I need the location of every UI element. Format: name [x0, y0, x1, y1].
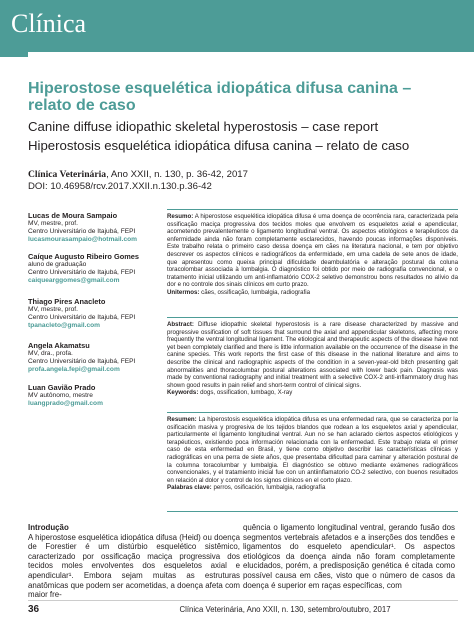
keywords-label: Unitermos: — [167, 288, 200, 296]
author-name: Caíque Augusto Ribeiro Gomes — [28, 252, 140, 261]
author-email-link[interactable]: tpanacleto@gmail.com — [28, 322, 101, 329]
abstract-label: Resumen: — [167, 416, 197, 423]
author-entry — [28, 253, 168, 285]
keywords-label: Palabras clave: — [167, 484, 212, 492]
article-title-portuguese: Hiperostose esquelética idiopática difusa canina – relato de caso — [28, 80, 412, 114]
intro-column-left — [28, 523, 240, 600]
intro-heading: Introdução — [28, 523, 69, 532]
citation-details: , Ano XXII, n. 130, p. 36-42, 2017 — [106, 169, 248, 180]
author-name: Angela Akamatsu — [28, 341, 90, 350]
intro-text-left: A hiperostose esquelética idiopática difusa (Heid) ou doença de Forestier é um distúrbio esquelético sistêmico, caracterizado por ossificação maciça progressiva dos tecidos moles envolventes dos esqueletos axial e apendicular¹. Embora sejam muitas as estruturas anatômicas que podem ser acometidas, a doença afeta com maior fre- — [28, 532, 240, 600]
author-credential: aluno de graduação — [28, 261, 87, 268]
abstract-label: Resumo: — [167, 213, 194, 220]
author-affiliation: Centro Universitário de Itajubá, FEPI — [28, 314, 136, 321]
header-tab-accent — [0, 52, 28, 57]
author-entry — [28, 384, 168, 408]
abstract-divider — [167, 317, 458, 318]
abstract-text: A hiperostose esquelética idiopática difusa é uma doença de ocorrência rara, caracterizada pela ossificação maciça progressiva dos tecidos moles que envolvem os esqueletos axial e apendicular, acometendo prevalentemente o ligamento longitudinal ventral. Os aspectos etiológicos e terapêuticos da enfermidade ainda não foram completamente esclarecidos, havendo poucas informações disponíveis. Este trabalho relata o primeiro caso dessa doença em cães na literatura nacional, e tem por objetivo descrever os aspectos clínicos e radiográficos da enfermidade, em uma cadela de sete anos de idade, que apresentou como queixa principal dificuldade deambulatória e alteração postural da coluna toracolombar associada à lombalgia. O diagnóstico foi obtido por meio de radiografia convencional, e o tratamento inicial utilizando um anti-inflamatório COX-2 seletivo demonstrou bons resultados no alívio da dor e no controle dos sinais clínicos em curto prazo. — [167, 213, 458, 289]
author-affiliation: Centro Universitário de Itajubá, FEPI — [28, 269, 136, 276]
author-email-link[interactable]: luangprado@gmail.com — [28, 400, 103, 407]
keywords-text: dogs, ossification, lumbago, X-ray — [198, 389, 293, 397]
abstract-spanish — [167, 416, 458, 492]
author-name: Luan Gavião Prado — [28, 383, 96, 392]
author-entry — [28, 212, 168, 244]
article-title-spanish: Hiperostosis esquelética idiopática difusa canina – relato de caso — [28, 138, 410, 153]
article-title-english: Canine diffuse idiopathic skeletal hyperostosis – case report — [28, 119, 379, 134]
author-name: Lucas de Moura Sampaio — [28, 211, 118, 220]
keywords-text: cães, ossificação, lumbalgia, radiografia — [199, 288, 311, 296]
abstract-text: Diffuse idiopathic skeletal hyperostosis is a rare disease characterized by massive and progressive ossification of soft tissues that surround the axial and appendicular skeletons, affecting more frequently the ventral longitudinal ligament. The etiological and therapeutic aspects of the disease have not yet been completely clarified and there is little information available on the occurrence of the disease in the canine species. This work reports the first case of this disease in the national literature and aims to describe the clinical and radiographic aspects of the condition in a seven-year-old bitch presenting gait abnormalities and thoracolumbar postural alterations associated with lower back pain. Diagnosis was made by conventional radiography and initial treatment with a selective COX-2 anti-inflammatory drug has shown good results in pain relief and short-term control of clinical signs. — [167, 321, 458, 389]
author-credential: MV autônomo, mestre — [28, 392, 93, 399]
footer-journal-line: Clínica Veterinária, Ano XXII, n. 130, setembro/outubro, 2017 — [179, 605, 391, 614]
section-label: Clínica — [11, 9, 87, 38]
author-entry — [28, 298, 168, 330]
intro-text-right: quência o ligamento longitudinal ventral, gerando fusão dos segmentos vertebrais afetados e a inserções dos tendões e ligamentos do esqueleto apendicular¹. Os aspectos etiológicos da doença ainda não foram completamente elucidados, porém, a predisposição genética é citada como possível causa em cães, visto que o número de casos da doença é superior em raças específicas, com — [243, 523, 455, 590]
author-email-link[interactable]: lucasmourasampaio@hotmail.com — [28, 236, 138, 243]
author-email-link[interactable]: profa.angela.fepi@gmail.com — [28, 366, 120, 373]
doi-line[interactable]: DOI: 10.46958/rcv.2017.XXII.n.130.p.36-42 — [28, 181, 212, 192]
keywords-text: perros, osificación, lumbalgia, radiografía — [211, 484, 326, 492]
author-entry — [28, 342, 168, 374]
abstract-divider — [167, 209, 458, 210]
keywords-label: Keywords: — [167, 389, 199, 397]
abstract-divider — [167, 511, 458, 512]
author-name: Thiago Pires Anacleto — [28, 297, 106, 306]
abstract-english — [167, 321, 458, 397]
section-header-band — [0, 0, 474, 52]
page-number: 36 — [28, 604, 40, 615]
citation-line — [28, 169, 468, 180]
intro-column-right — [243, 523, 455, 590]
abstract-divider — [167, 412, 458, 413]
abstract-label: Abstract: — [167, 321, 194, 328]
footer-divider — [28, 600, 458, 601]
author-credential: MV, mestre, prof. — [28, 220, 78, 227]
abstract-portuguese — [167, 213, 458, 297]
author-affiliation: Centro Universitário de Itajubá, FEPI — [28, 228, 136, 235]
author-credential: MV, mestre, prof. — [28, 306, 78, 313]
citation-journal: Clínica Veterinária — [28, 169, 107, 180]
author-affiliation: Centro Universitário de Itajubá, FEPI — [28, 358, 136, 365]
author-email-link[interactable]: caiquearggomes@gmail.com — [28, 277, 120, 284]
abstract-text: La hiperostosis esquelética idiopática difusa es una enfermedad rara, que se caracteriza por la osificación masiva y progresiva de los tejidos blandos que rodean a los esqueletos axial y apendicular, particularmente el ligamento longitudinal ventral. Aun no se han aclarado ciertos aspectos etiológicos y terapéuticos, existiendo poca información relacionada con la enfermedad. Este trabajo relata el primer caso de esta enfermedad en Brasil, y tiene como objetivo describir las características clínicas y radiográficas en una perra de siete años, que presentaba dificultad para caminar y alteración postural de la columna toracolumbar y lumbalgia. El diagnóstico se obtuvo mediante exámenes radiográficos convencionales, y el tratamiento inicial fue con un antiinflamatorio CO-2 selectivo, con buenos resultados en relación al dolor y control de los signos clínicos en el corto plazo. — [167, 416, 458, 484]
author-credential: MV, dra., profa. — [28, 350, 73, 357]
